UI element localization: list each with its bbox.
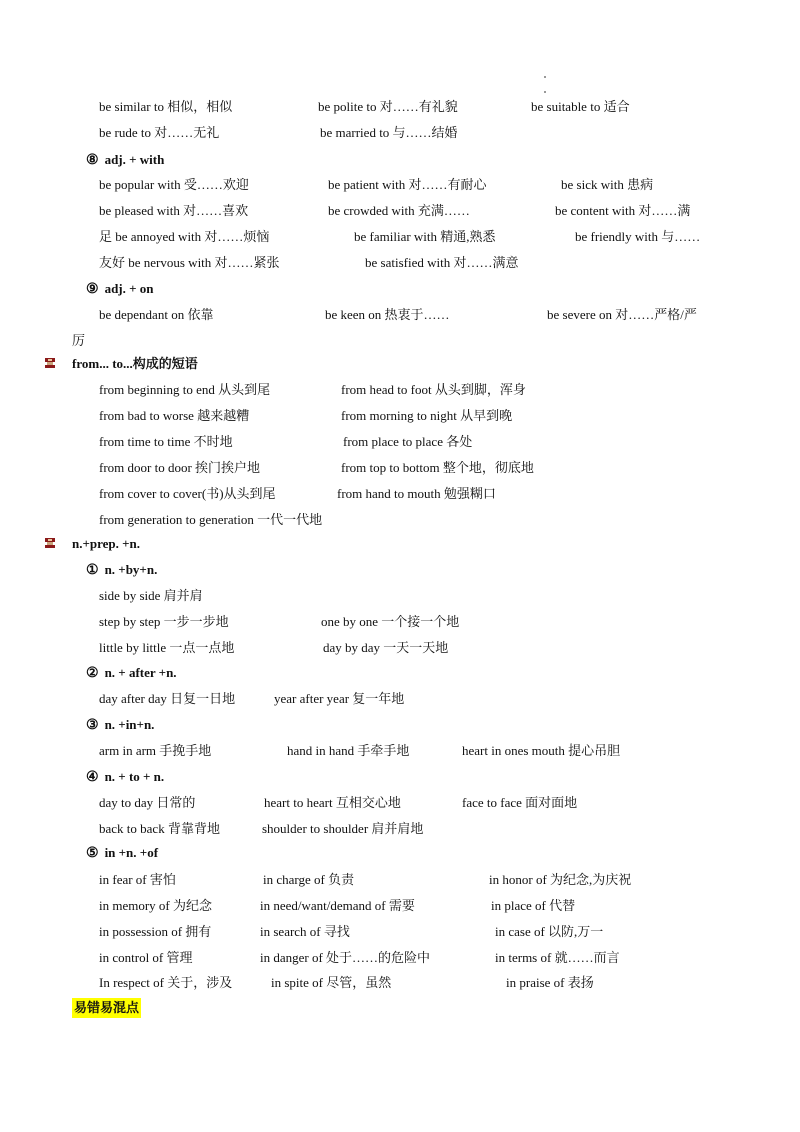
phrase-entry: from head to foot 从头到脚，浑身 [341,382,526,397]
subsection-heading [0,663,800,683]
circled-number: ⑤ [86,846,99,861]
phrase-row [0,793,800,813]
phrase-entry: be satisfied with 对……满意 [365,255,519,270]
phrase-entry: be keen on 热衷于…… [325,307,450,322]
phrase-entry: be popular with 受……欢迎 [99,177,249,192]
phrase-entry: year after year 复一年地 [274,691,405,706]
phrase-entry: from place to place 各处 [343,434,473,449]
phrase-entry: be sick with 患病 [561,177,654,192]
phrase-entry: little by little 一点一点地 [99,640,235,655]
phrase-entry: be friendly with 与…… [575,229,701,244]
phrase-entry: In respect of 关于，涉及 [99,975,233,990]
phrase-entry: back to back 背靠背地 [99,821,220,836]
phrase-row [0,227,800,247]
phrase-row [0,380,800,400]
phrase-entry: be severe on 对……严格/严 [547,307,697,322]
phrase-entry: heart in ones mouth 提心吊胆 [462,743,621,758]
phrase-row [0,510,800,530]
phrase-entry: 友好 be nervous with 对……紧张 [99,255,280,270]
phrase-entry: in possession of 拥有 [99,924,212,939]
phrase-row [0,458,800,478]
phrase-row [0,689,800,709]
phrase-row [0,638,800,658]
subsection-title: in +n. +of [104,845,159,860]
circled-number: ⑧ [86,153,99,168]
subsection-heading [0,715,800,735]
circled-number: ② [86,666,99,681]
subsection-heading [0,767,800,787]
subsection-title: n. + to + n. [104,769,165,784]
phrase-entry: in fear of 害怕 [99,872,176,887]
phrase-entry: face to face 面对面地 [462,795,578,810]
subsection-title: adj. + on [104,281,154,296]
phrase-entry: shoulder to shoulder 肩并肩地 [262,821,424,836]
phrase-entry: day after day 日复一日地 [99,691,236,706]
phrase-entry: 厉 [72,333,86,348]
phrase-entry: be suitable to 适合 [531,99,630,114]
phrase-row [0,948,800,968]
subsection-title: n. +in+n. [104,717,155,732]
highlighted-heading: 易错易混点 [72,998,141,1018]
circled-number: ⑨ [86,282,99,297]
phrase-entry: from beginning to end 从头到尾 [99,382,271,397]
phrase-row [0,201,800,221]
subsection-title: n. +by+n. [104,562,158,577]
phrase-entry: day by day 一天一天地 [323,640,449,655]
phrase-entry: from generation to generation 一代一代地 [99,512,323,527]
phrase-row [0,484,800,504]
phrase-entry: from bad to worse 越来越糟 [99,408,250,423]
phrase-entry: be polite to 对……有礼貌 [318,99,458,114]
phrase-row [0,175,800,195]
phrase-entry: in danger of 处于……的危险中 [260,950,431,965]
phrase-entry: be familiar with 精通,熟悉 [354,229,496,244]
phrase-entry: from morning to night 从早到晚 [341,408,513,423]
phrase-entry: in need/want/demand of 需要 [260,898,415,913]
section-heading [0,534,800,554]
phrase-row [0,612,800,632]
phrase-row [0,922,800,942]
section-heading [0,354,800,374]
phrase-entry: heart to heart 互相交心地 [264,795,401,810]
subsection-heading [0,560,800,580]
phrase-row [0,406,800,426]
phrase-entry: in spite of 尽管，虽然 [271,975,392,990]
phrase-row [0,896,800,916]
phrase-row [0,973,800,993]
section-title: n.+prep. +n. [72,536,141,551]
phrase-entry: in terms of 就……而言 [495,950,620,965]
phrase-entry: side by side 肩并肩 [99,588,203,603]
phrase-entry: in charge of 负责 [263,872,355,887]
subsection-title: n. + after +n. [104,665,177,680]
phrase-entry: in place of 代替 [491,898,576,913]
scan-dot [544,91,546,93]
phrase-entry: from cover to cover(书)从头到尾 [99,486,276,501]
scan-dot [544,76,546,78]
subsection-heading [0,279,800,299]
circled-number: ① [86,563,99,578]
bullet-figure-icon [44,537,56,549]
phrase-row [0,305,800,325]
bullet-figure-icon [44,357,56,369]
circled-number: ④ [86,770,99,785]
phrase-entry: be crowded with 充满…… [328,203,470,218]
phrase-entry: be patient with 对……有耐心 [328,177,487,192]
phrase-entry: in case of 以防,万一 [495,924,604,939]
phrase-entry: in praise of 表扬 [506,975,594,990]
phrase-entry: in memory of 为纪念 [99,898,213,913]
phrase-entry: arm in arm 手挽手地 [99,743,212,758]
circled-number: ③ [86,718,99,733]
highlight-heading-row [0,998,800,1018]
phrase-entry: step by step 一步一步地 [99,614,229,629]
phrase-entry: from hand to mouth 勉强糊口 [337,486,496,501]
phrase-entry: be pleased with 对……喜欢 [99,203,249,218]
phrase-entry: be married to 与……结婚 [320,125,458,140]
phrase-row [0,123,800,143]
phrase-entry: from top to bottom 整个地，彻底地 [341,460,534,475]
phrase-row [0,331,800,351]
phrase-entry: be dependant on 依靠 [99,307,214,322]
subsection-heading [0,843,800,863]
phrase-entry: in honor of 为纪念,为庆祝 [489,872,632,887]
section-title: from... to...构成的短语 [72,356,198,371]
subsection-heading [0,150,800,170]
phrase-entry: from door to door 挨门挨户地 [99,460,261,475]
phrase-row [0,741,800,761]
phrase-entry: be content with 对……满 [555,203,691,218]
phrase-row [0,870,800,890]
phrase-entry: be similar to 相似，相似 [99,99,233,114]
phrase-entry: in control of 管理 [99,950,193,965]
phrase-row [0,432,800,452]
phrase-row [0,97,800,117]
phrase-entry: hand in hand 手牵手地 [287,743,410,758]
phrase-row [0,819,800,839]
subsection-title: adj. + with [104,152,165,167]
phrase-entry: in search of 寻找 [260,924,350,939]
phrase-row [0,253,800,273]
phrase-entry: one by one 一个接一个地 [321,614,460,629]
phrase-entry: be rude to 对……无礼 [99,125,220,140]
phrase-entry: day to day 日常的 [99,795,196,810]
phrase-row [0,586,800,606]
phrase-entry: 足 be annoyed with 对……烦恼 [99,229,270,244]
phrase-entry: from time to time 不时地 [99,434,233,449]
